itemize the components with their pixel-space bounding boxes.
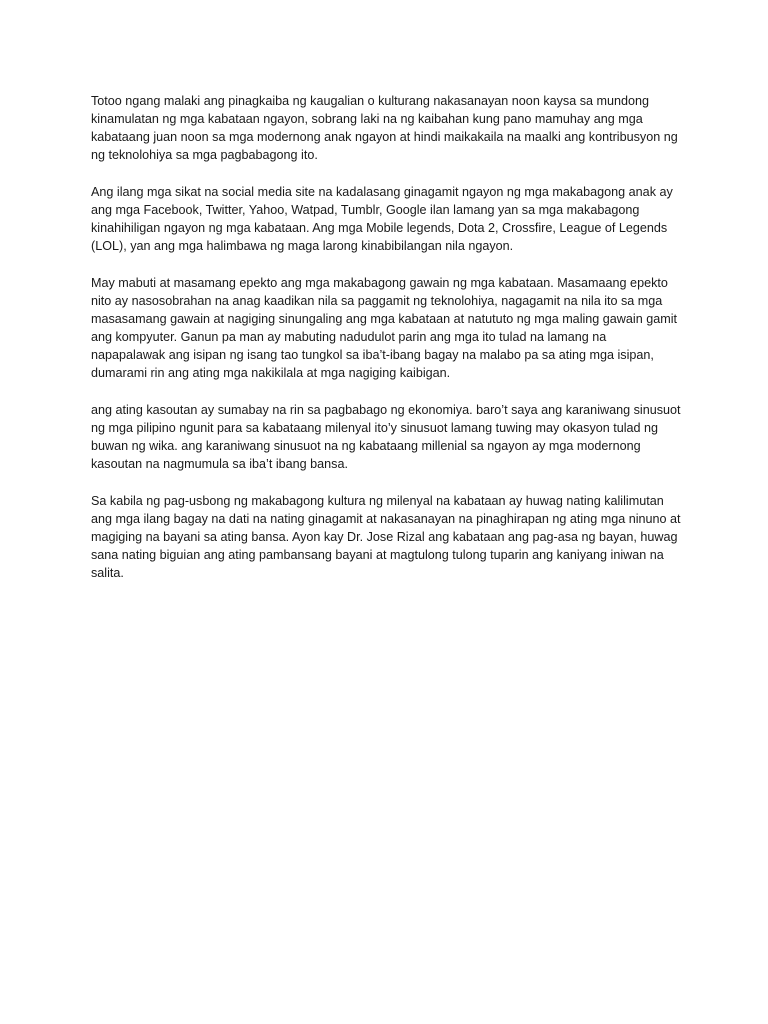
text-line: salita. [91,566,124,580]
document-body [91,92,687,601]
text-line: ang ating kasoutan ay sumabay na rin sa pagbabago ng ekonomiya. baro’t saya ang karaniwang sinusuot [91,403,681,417]
text-line: May mabuti at masamang epekto ang mga makabagong gawain ng mga kabataan. Masamaang epekto [91,276,668,290]
text-line: kinamulatan ng mga kabataan ngayon, sobrang laki na ng kaibahan kung pano mamuhay ang mga [91,112,643,126]
text-line: Sa kabila ng pag-usbong ng makabagong kultura ng milenyal na kabataan ay huwag nating kalilimutan [91,494,664,508]
text-line: (LOL), yan ang mga halimbawa ng maga larong kinabibilangan nila ngayon. [91,239,514,253]
text-line: ng teknolohiya sa mga pagbabagong ito. [91,148,318,162]
text-line: masasamang gawain at nagiging sinungaling ang mga kabataan at natututo ng mga maling gawain gamit [91,312,677,326]
text-line: ang mga ilang bagay na dati na nating ginagamit at nakasanayan na pinaghirapan ng ating mga ninuno at [91,512,681,526]
text-line: buwan ng wika. ang karaniwang sinusuot na ng kabataang millenial sa ngayon ay mga modernong [91,439,641,453]
paragraph-3 [91,274,687,382]
text-line: dumarami rin ang ating mga nakikilala at mga nagiging kaibigan. [91,366,451,380]
paragraph-5 [91,492,687,582]
paragraph-2 [91,183,687,255]
text-line: kinahihiligan ngayon ng mga kabataan. Ang mga Mobile legends, Dota 2, Crossfire, League of Legends [91,221,668,235]
text-line: kabataang juan noon sa mga modernong anak ngayon at hindi maikakaila na maalki ang kontribusyon ng [91,130,678,144]
text-line: sana nating biguian ang ating pambansang bayani at magtulong tulong tuparin ang kaniyang iniwan na [91,548,664,562]
text-line: nito ay nasosobrahan na anag kaadikan nila sa paggamit ng teknolohiya, nagagamit na nila ito sa mga [91,294,663,308]
text-line: napapalawak ang isipan ng isang tao tungkol sa iba’t-ibang bagay na malabo pa sa ating mga isipan, [91,348,654,362]
paragraph-4 [91,401,687,473]
text-line: Ang ilang mga sikat na social media site na kadalasang ginagamit ngayon ng mga makabagong anak ay [91,185,673,199]
text-line: kasoutan na nagmumula sa iba’t ibang bansa. [91,457,348,471]
paragraph-1 [91,92,687,164]
text-line: ng mga pilipino ngunit para sa kabataang milenyal ito’y sinusuot lamang tuwing may okasyon tulad ng [91,421,659,435]
text-line: ang mga Facebook, Twitter, Yahoo, Watpad, Tumblr, Google ilan lamang yan sa mga makabagong [91,203,640,217]
text-line: magiging na bayani sa ating bansa. Ayon kay Dr. Jose Rizal ang kabataan ang pag-asa ng bayan, huwag [91,530,678,544]
text-line: ang kompyuter. Ganun pa man ay mabuting nadudulot parin ang mga ito tulad na lamang na [91,330,607,344]
text-line: Totoo ngang malaki ang pinagkaiba ng kaugalian o kulturang nakasanayan noon kaysa sa mundong [91,94,650,108]
